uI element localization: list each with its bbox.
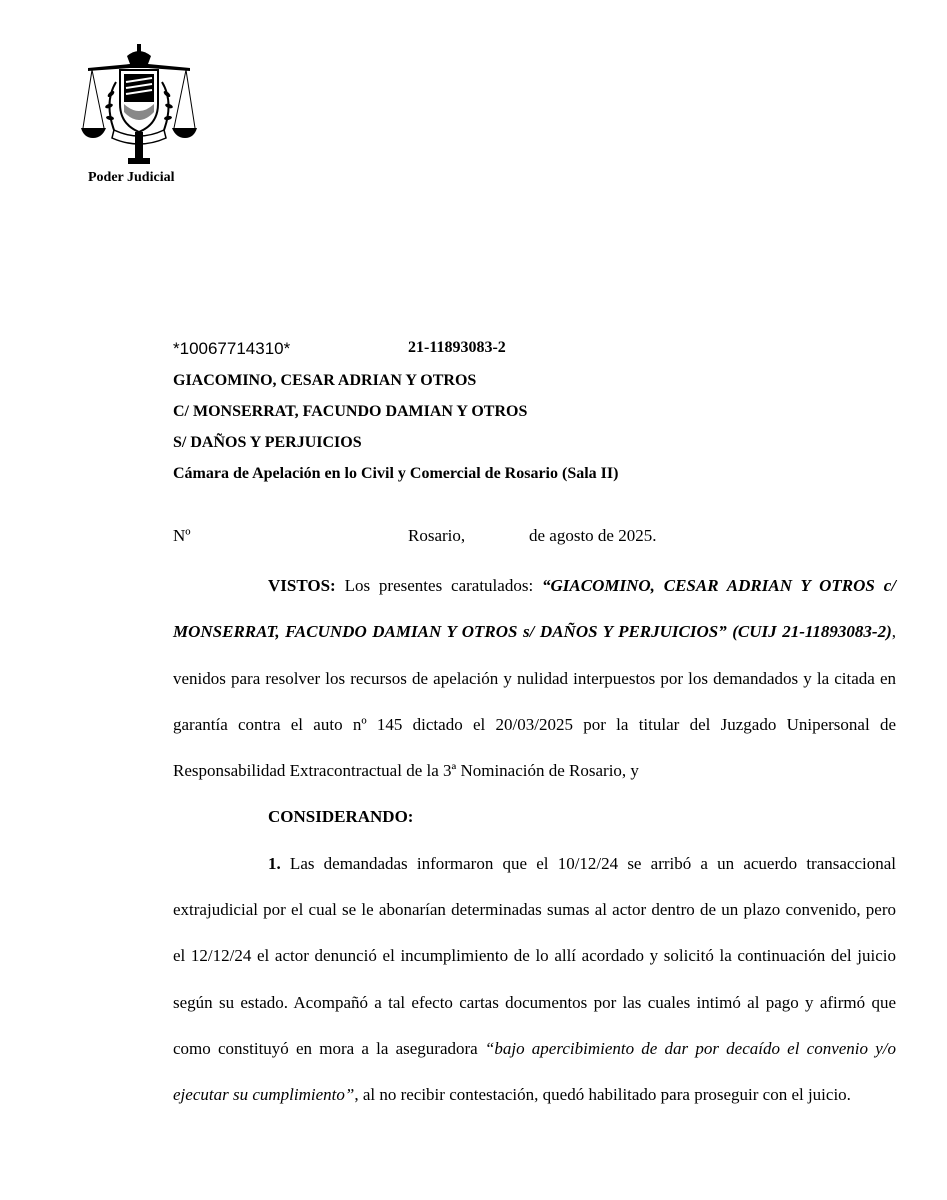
resolution-number-label: Nº <box>173 526 191 545</box>
case-defendants: C/ MONSERRAT, FACUNDO DAMIAN Y OTROS <box>173 403 528 420</box>
vistos-paragraph <box>173 563 896 794</box>
barcode-number: *10067714310* <box>173 339 291 358</box>
case-plaintiffs: GIACOMINO, CESAR ADRIAN Y OTROS <box>173 372 477 389</box>
case-caption: “GIACOMINO, CESAR ADRIAN Y OTROS c/ MONSERRAT, FACUNDO DAMIAN Y OTROS s/ DAÑOS Y PERJUICIOS” (CUIJ 21-11893083-2) <box>173 576 896 642</box>
institution-name: Poder Judicial <box>88 170 175 185</box>
case-number: 21-11893083-2 <box>408 339 506 356</box>
considerando-heading: CONSIDERANDO: <box>268 807 414 827</box>
case-subject: S/ DAÑOS Y PERJUICIOS <box>173 434 362 451</box>
point-1-quote: “bajo apercibimiento de dar por decaído el convenio y/o ejecutar su cumplimiento” <box>173 1038 896 1105</box>
point-1-paragraph <box>173 841 896 1119</box>
document-body <box>173 563 896 1119</box>
vistos-label: VISTOS: <box>268 576 336 595</box>
point-1-text-intro: Las demandadas informaron que el 10/12/24 se arribó a un acuerdo transaccional extrajudicial por el cual se le abonarían determinadas sumas al actor dentro de un plazo convenido, pero el 12/12/24 el actor denunció el incumplimiento de lo allí acordado y solicitó la continuación del juicio según su estado. Acompañó a tal efecto cartas documentos por las cuales intimó al pago y afirmó que como constituyó en mora a la aseguradora <box>173 853 896 1058</box>
court-name: Cámara de Apelación en lo Civil y Comercial de Rosario (Sala II) <box>173 465 619 482</box>
resolution-city: Rosario, <box>408 526 466 545</box>
vistos-text-intro: Los presentes caratulados: <box>335 576 543 595</box>
point-1-text-end: , al no recibir contestación, quedó habilitado para proseguir con el juicio. <box>354 1085 851 1105</box>
judicial-scales-emblem-icon <box>80 42 198 170</box>
resolution-date: de agosto de 2025. <box>529 526 657 545</box>
point-1-number: 1. <box>268 853 281 873</box>
vistos-text-body: , venidos para resolver los recursos de apelación y nulidad interpuestos por los demandados y la citada en garantía contra el auto nº 145 dictado el 20/03/2025 por la titular del Juzgado Unipersonal de Responsabilidad Extracontractual de la 3ª Nominación de Rosario, y <box>173 622 896 781</box>
